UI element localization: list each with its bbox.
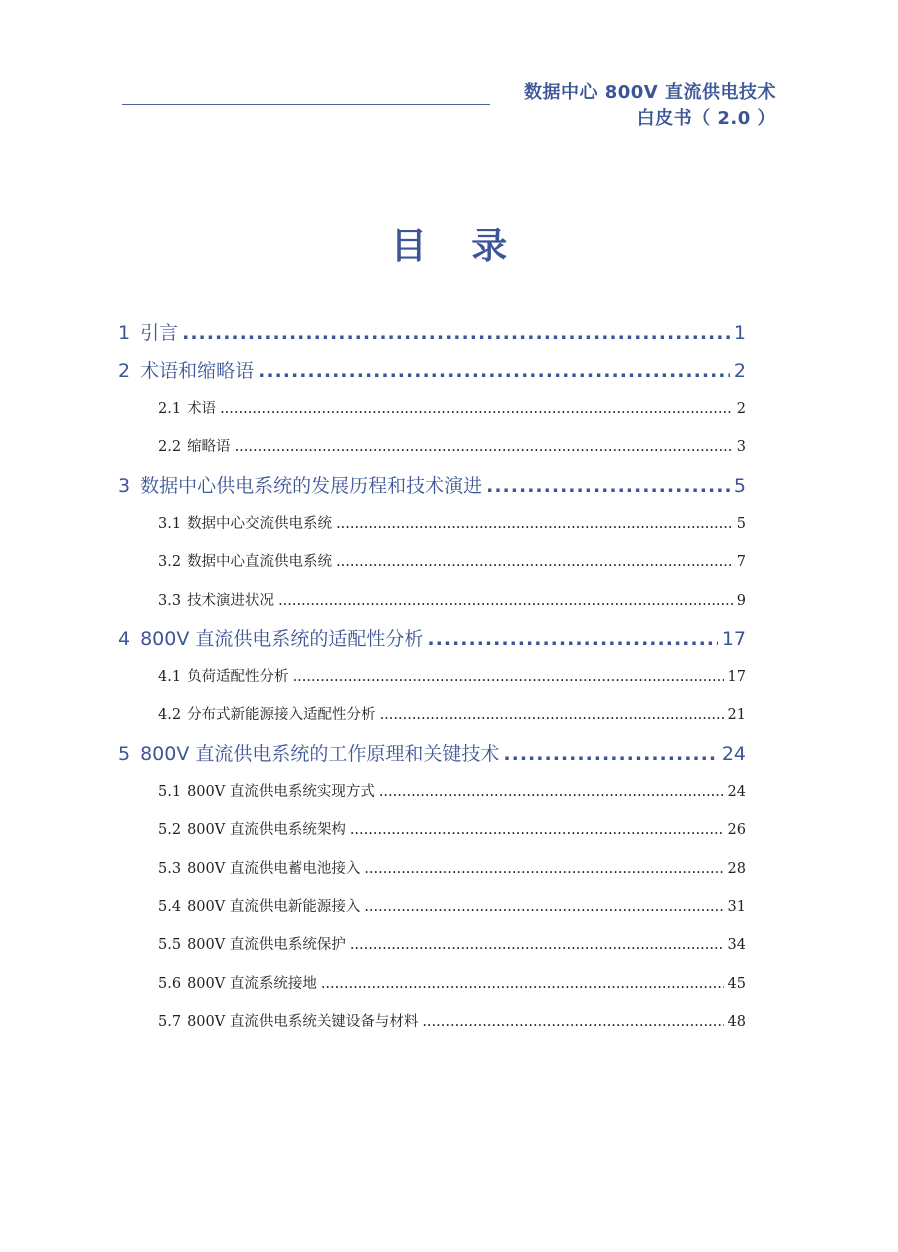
toc-entry-3-3[interactable] (118, 582, 746, 620)
toc-entry-title: 分布式新能源接入适配性分析 (187, 707, 376, 724)
toc-entry-page: 17 (721, 627, 746, 650)
toc-entry-title: 数据中心供电系统的发展历程和技术演进 (140, 474, 483, 497)
toc-entry-title: 数据中心直流供电系统 (187, 554, 333, 571)
toc-entry-number: 4.2 (158, 707, 182, 724)
toc-entry-page: 34 (727, 937, 746, 954)
toc-entry-page: 24 (721, 742, 746, 765)
toc-entry-page: 17 (727, 668, 746, 685)
header-title: 数据中心 800V 直流供电技术 (523, 82, 776, 103)
dot-leader (380, 696, 724, 734)
toc-entry-page: 5 (736, 515, 746, 532)
toc-entry-5-4[interactable] (118, 888, 746, 926)
toc-entry-2-2[interactable] (118, 428, 746, 466)
toc-entry-5-5[interactable] (118, 926, 746, 964)
toc-entry-number: 2.2 (158, 439, 182, 456)
toc-title: 目 录 (390, 226, 524, 267)
toc-entry-title: 技术演进状况 (187, 592, 275, 609)
toc-entry-page: 24 (727, 783, 746, 800)
dot-leader (422, 1003, 723, 1041)
toc-entry-5[interactable] (118, 735, 746, 773)
dot-leader (182, 314, 730, 352)
toc-entry-number: 3.1 (158, 515, 182, 532)
toc-entry-1[interactable] (118, 314, 746, 352)
toc-entry-title: 800V 直流供电系统的工作原理和关键技术 (140, 742, 500, 765)
toc-entry-number: 5.7 (158, 1014, 182, 1031)
toc-entry-title: 术语 (187, 401, 217, 417)
toc-entry-title: 引言 (140, 322, 179, 344)
dot-leader (350, 926, 724, 964)
toc-entry-number: 3 (118, 474, 131, 497)
toc-entry-number: 5.3 (158, 860, 182, 877)
toc-entry-title: 800V 直流供电系统关键设备与材料 (187, 1014, 419, 1031)
toc-entry-title: 负荷适配性分析 (187, 668, 289, 685)
toc-entry-page: 45 (727, 975, 746, 992)
toc-entry-5-7[interactable] (118, 1003, 746, 1041)
toc-entry-5-6[interactable] (118, 965, 746, 1003)
toc-entry-number: 3.3 (158, 592, 182, 609)
toc-entry-number: 4.1 (158, 668, 182, 685)
dot-leader (258, 352, 730, 390)
toc-entry-number: 5.6 (158, 975, 182, 992)
toc-entry-title: 800V 直流供电蓄电池接入 (187, 860, 361, 877)
toc-entry-number: 5.5 (158, 937, 182, 954)
toc-entry-2-1[interactable] (118, 390, 746, 428)
toc-entry-title: 数据中心交流供电系统 (187, 515, 333, 532)
toc-entry-3-2[interactable] (118, 543, 746, 581)
toc-entry-page: 9 (736, 592, 746, 609)
toc-entry-5-1[interactable] (118, 773, 746, 811)
toc-entry-5-2[interactable] (118, 811, 746, 849)
toc-entry-number: 1 (118, 322, 131, 344)
dot-leader (427, 620, 717, 658)
dot-leader (336, 505, 733, 543)
toc-entry-page: 31 (727, 898, 746, 915)
toc-entry-page: 21 (727, 707, 746, 724)
toc-entry-page: 1 (733, 322, 746, 344)
toc-entry-2[interactable] (118, 352, 746, 390)
toc-entry-page: 26 (727, 822, 746, 839)
toc-entry-3-1[interactable] (118, 505, 746, 543)
dot-leader (379, 773, 724, 811)
header-rule (122, 104, 490, 105)
toc-entry-title: 800V 直流供电系统实现方式 (187, 783, 375, 800)
toc-entry-4[interactable] (118, 620, 746, 658)
dot-leader (336, 543, 733, 581)
toc-entry-number: 4 (118, 627, 131, 650)
toc-entry-title: 800V 直流供电系统保护 (187, 937, 346, 954)
dot-leader (364, 888, 723, 926)
toc-entry-title: 800V 直流供电新能源接入 (187, 898, 361, 915)
toc-entry-title: 800V 直流供电系统架构 (187, 822, 346, 839)
toc-entry-3[interactable] (118, 467, 746, 505)
toc-entry-number: 3.2 (158, 554, 182, 571)
toc-entry-page: 28 (727, 860, 746, 877)
toc-entry-number: 2 (118, 360, 131, 382)
table-of-contents (118, 314, 746, 1041)
toc-entry-page: 2 (733, 360, 746, 382)
dot-leader (278, 582, 733, 620)
toc-entry-4-2[interactable] (118, 696, 746, 734)
toc-entry-5-3[interactable] (118, 850, 746, 888)
toc-entry-title: 缩略语 (187, 439, 231, 456)
dot-leader (486, 467, 730, 505)
dot-leader (293, 658, 724, 696)
toc-entry-title: 800V 直流系统接地 (187, 975, 317, 992)
toc-entry-page: 48 (727, 1014, 746, 1031)
toc-entry-page: 5 (733, 474, 746, 497)
dot-leader (364, 850, 723, 888)
toc-entry-4-1[interactable] (118, 658, 746, 696)
dot-leader (235, 428, 733, 466)
toc-entry-page: 7 (736, 554, 746, 571)
toc-entry-number: 5.4 (158, 898, 182, 915)
toc-entry-number: 5.1 (158, 783, 182, 800)
dot-leader (503, 735, 717, 773)
running-header (524, 80, 776, 132)
toc-entry-number: 5.2 (158, 822, 182, 839)
header-subtitle: 白皮书（ 2.0 ） (636, 108, 776, 129)
toc-entry-title: 800V 直流供电系统的适配性分析 (140, 627, 424, 650)
dot-leader (350, 811, 724, 849)
dot-leader (321, 965, 724, 1003)
toc-entry-title: 术语和缩略语 (140, 360, 255, 382)
toc-entry-page: 3 (736, 439, 746, 456)
toc-entry-number: 5 (118, 742, 131, 765)
toc-entry-page: 2 (736, 401, 746, 417)
dot-leader (220, 390, 733, 428)
toc-entry-number: 2.1 (158, 401, 182, 417)
